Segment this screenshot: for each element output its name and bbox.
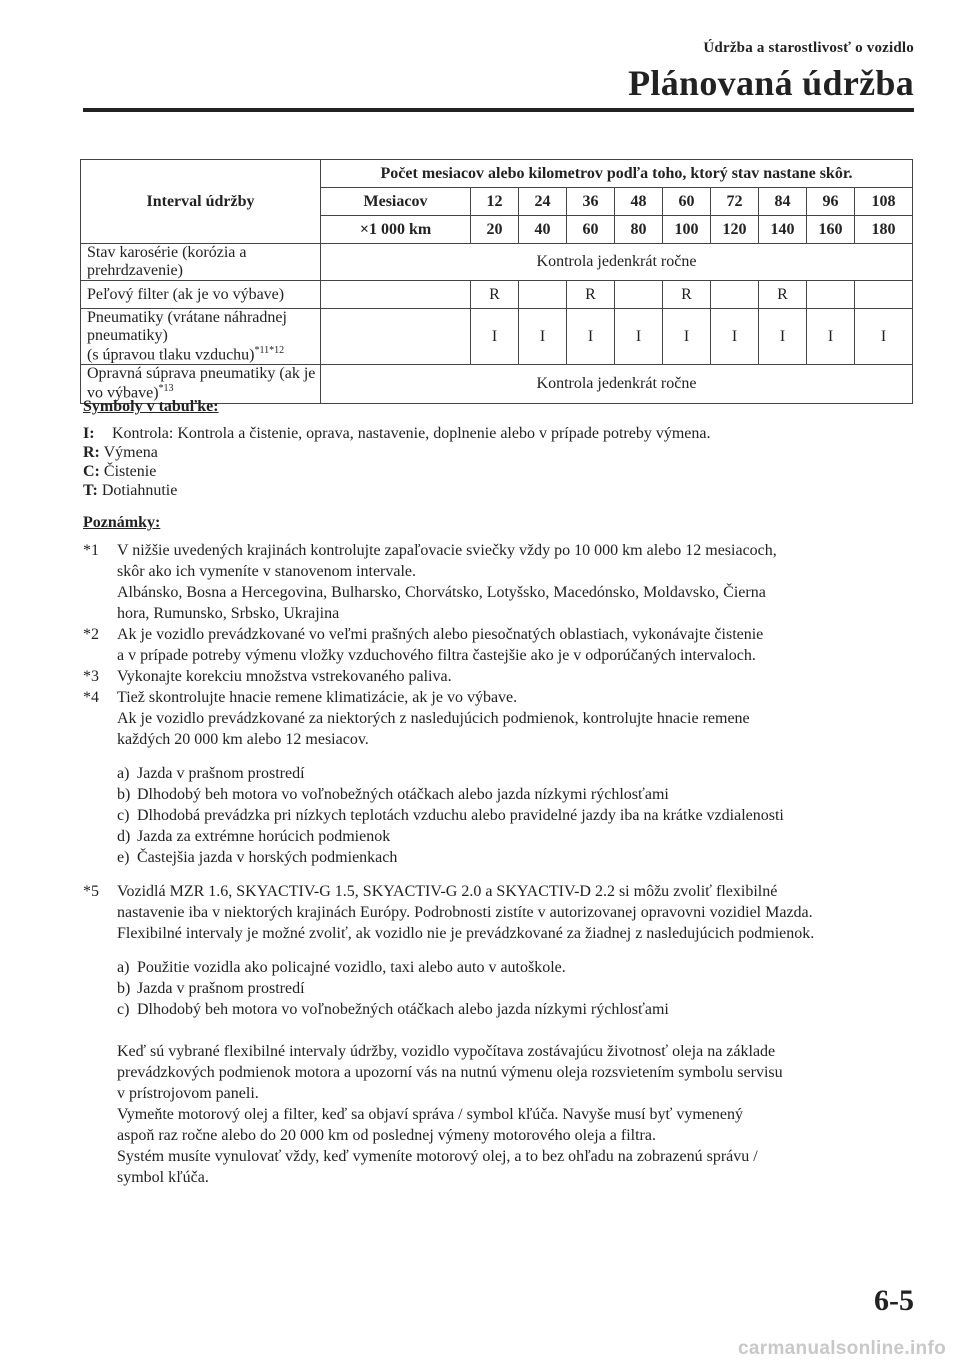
table-cell: R — [471, 281, 519, 309]
footnote-ref: *13 — [158, 383, 174, 395]
km-cell: 40 — [519, 216, 567, 244]
table-cell: I — [855, 309, 913, 365]
footnote-ref: *11*12 — [254, 345, 285, 356]
note-1 — [83, 540, 913, 624]
month-cell: 72 — [711, 188, 759, 216]
note-line: V nižšie uvedených krajinách kontrolujte zapaľovacie sviečky vždy po 10 000 km alebo 12 mesiacoch, — [117, 542, 777, 559]
list-text: Dlhodobý beh motora vo voľnobežných otáčkach alebo jazda nízkymi rýchlosťami — [137, 1001, 669, 1018]
table-cell: R — [663, 281, 711, 309]
km-cell: 20 — [471, 216, 519, 244]
note-line: prevádzkových podmienok motora a upozorní vás na nutnú výmenu oleja rozsvietením symbolu servisu — [117, 1064, 783, 1081]
table-cell — [321, 309, 471, 365]
month-cell: 96 — [807, 188, 855, 216]
list-text: Jazda za extrémne horúcich podmienok — [137, 828, 391, 845]
note-line: Vykonajte korekciu množstva vstrekovaného paliva. — [117, 668, 452, 685]
month-cell: 12 — [471, 188, 519, 216]
note-line: nastavenie iba v niektorých krajinách Európy. Podrobnosti zistíte v autorizovanej opravovni vozidiel Mazda. — [117, 904, 813, 921]
note-number: *5 — [83, 883, 99, 900]
list-letter: b) — [117, 786, 131, 803]
note-line: Vymeňte motorový olej a filter, keď sa objaví správa / symbol kľúča. Navyše musí byť vymenený — [117, 1106, 744, 1123]
table-row — [81, 281, 913, 309]
table-cell: I — [519, 309, 567, 365]
row-label-text: Opravná súprava pneumatiky (ak je vo výbave) — [87, 365, 316, 402]
note-line: hora, Rumunsko, Srbsko, Ukrajina — [117, 605, 340, 622]
list-letter: b) — [117, 980, 131, 997]
km-cell: 100 — [663, 216, 711, 244]
legend-text: Dotiahnutie — [101, 482, 178, 499]
symbols-legend — [83, 424, 710, 500]
km-cell: 140 — [759, 216, 807, 244]
note-line: skôr ako ich vymeníte v stanovenom intervale. — [117, 563, 417, 580]
table-row — [81, 244, 913, 281]
list-letter: c) — [117, 807, 130, 824]
table-cell: I — [663, 309, 711, 365]
table-cell — [321, 281, 471, 309]
km-cell: 80 — [615, 216, 663, 244]
table-cell — [807, 281, 855, 309]
note-number: *3 — [83, 668, 99, 685]
table-cell — [855, 281, 913, 309]
legend-text: Kontrola: Kontrola a čistenie, oprava, nastavenie, doplnenie alebo v prípade potreby výmena. — [112, 425, 711, 442]
page-number: 6-5 — [874, 1284, 914, 1317]
list-item — [117, 784, 913, 805]
table-cell: R — [567, 281, 615, 309]
list-text: Použitie vozidla ako policajné vozidlo, taxi alebo auto v autoškole. — [137, 959, 566, 976]
list-letter: a) — [117, 765, 130, 782]
list-letter: d) — [117, 828, 131, 845]
list-item — [117, 978, 913, 999]
km-cell: 60 — [567, 216, 615, 244]
km-label: ×1 000 km — [321, 216, 471, 244]
month-cell: 24 — [519, 188, 567, 216]
list-text: Častejšia jazda v horských podmienkach — [137, 849, 398, 866]
legend-key: R: — [83, 444, 100, 461]
list-letter: a) — [117, 959, 130, 976]
table-cell: I — [567, 309, 615, 365]
list-letter: c) — [117, 1001, 130, 1018]
note-line: Vozidlá MZR 1.6, SKYACTIV-G 1.5, SKYACTIV-G 2.0 a SKYACTIV-D 2.2 si môžu zvoliť flexibilné — [117, 883, 778, 900]
note-number: *4 — [83, 689, 99, 706]
legend-key: C: — [83, 463, 100, 480]
note-line: symbol kľúča. — [117, 1169, 209, 1186]
legend-item — [83, 481, 710, 500]
km-cell: 160 — [807, 216, 855, 244]
section-subtitle: Údržba a starostlivosť o vozidlo — [703, 40, 914, 56]
maintenance-schedule-table — [80, 159, 913, 404]
note-line: každých 20 000 km alebo 12 mesiacov. — [117, 731, 369, 748]
months-label: Mesiacov — [321, 188, 471, 216]
note-line: Flexibilné intervaly je možné zvoliť, ak vozidlo nie je prevádzkované za žiadnej z nasledujúcich podmienok. — [117, 925, 815, 942]
legend-item — [83, 443, 710, 462]
symbols-heading: Symboly v tabuľke: — [83, 398, 219, 415]
list-item — [117, 999, 913, 1020]
km-cell: 180 — [855, 216, 913, 244]
legend-item — [83, 462, 710, 481]
row-label-line2: (s úpravou tlaku vzduchu) — [87, 346, 255, 364]
legend-key: I: — [83, 425, 95, 442]
month-cell: 36 — [567, 188, 615, 216]
notes-heading: Poznámky: — [83, 514, 161, 531]
note-line: Keď sú vybrané flexibilné intervaly údržby, vozidlo vypočítava zostávajúcu životnosť oleja na základe — [117, 1043, 776, 1060]
interval-header: Interval údržby — [81, 160, 321, 244]
list-text: Jazda v prašnom prostredí — [137, 765, 305, 782]
row-label: Stav karosérie (korózia a prehrdzavenie) — [81, 244, 321, 281]
note-line: Systém musíte vynulovať vždy, keď vymeníte motorový olej, a to bez ohľadu na zobrazenú správu / — [117, 1148, 758, 1165]
note-line: Ak je vozidlo prevádzkované vo veľmi prašných alebo piesočnatých oblastiach, vykonávajte čistenie — [117, 626, 764, 643]
header-rule — [83, 108, 914, 112]
page-title: Plánovaná údržba — [628, 63, 914, 103]
table-cell: I — [759, 309, 807, 365]
row-label: Peľový filter (ak je vo výbave) — [81, 281, 321, 309]
note-2 — [83, 624, 913, 666]
table-cell: I — [711, 309, 759, 365]
row-label — [81, 309, 321, 365]
table-cell: I — [471, 309, 519, 365]
legend-key: T: — [83, 482, 98, 499]
legend-text: Výmena — [103, 444, 158, 461]
note-line: v prístrojovom paneli. — [117, 1085, 259, 1102]
note-5 — [83, 881, 913, 1188]
list-item — [117, 763, 913, 784]
list-text: Dlhodobý beh motora vo voľnobežných otáčkach alebo jazda nízkymi rýchlosťami — [137, 786, 669, 803]
month-cell: 60 — [663, 188, 711, 216]
list-item — [117, 847, 913, 868]
note-line: Ak je vozidlo prevádzkované za niektorých z nasledujúcich podmienok, kontrolujte hnacie remene — [117, 710, 750, 727]
table-cell — [519, 281, 567, 309]
table-cell — [711, 281, 759, 309]
month-cell: 48 — [615, 188, 663, 216]
legend-text: Čistenie — [103, 463, 157, 480]
list-letter: e) — [117, 849, 130, 866]
table-cell — [615, 281, 663, 309]
list-item — [117, 826, 913, 847]
km-cell: 120 — [711, 216, 759, 244]
table-cell: I — [615, 309, 663, 365]
month-cell: 108 — [855, 188, 913, 216]
note-number: *2 — [83, 626, 99, 643]
note-line: Tiež skontrolujte hnacie remene klimatizácie, ak je vo výbave. — [117, 689, 518, 706]
watermark: carmanualsonline.info — [738, 1338, 946, 1359]
span-cell: Kontrola jedenkrát ročne — [321, 244, 913, 281]
list-text: Dlhodobá prevádzka pri nízkych teplotách vzduchu alebo pravidelné jazdy iba na krátke vzdialenosti — [137, 807, 784, 824]
table-cell: R — [759, 281, 807, 309]
list-text: Jazda v prašnom prostredí — [137, 980, 305, 997]
note-3 — [83, 666, 913, 687]
note-4 — [83, 687, 913, 868]
note-number: *1 — [83, 542, 99, 559]
list-item — [117, 805, 913, 826]
note-line: aspoň raz ročne alebo do 20 000 km od poslednej výmeny motorového oleja a filtra. — [117, 1127, 656, 1144]
row-label-line1: Pneumatiky (vrátane náhradnej pneumatiky) — [87, 309, 287, 344]
note-line: Albánsko, Bosna a Hercegovina, Bulharsko, Chorvátsko, Lotyšsko, Macedónsko, Moldavsko, Čierna — [117, 584, 766, 601]
note-line: a v prípade potreby výmenu vložky vzduchového filtra častejšie ako je v odporúčaných intervaloch. — [117, 647, 756, 664]
table-row — [81, 309, 913, 365]
notes-list — [83, 540, 913, 1188]
legend-item — [83, 424, 710, 443]
list-item — [117, 957, 913, 978]
month-cell: 84 — [759, 188, 807, 216]
span-cell: Kontrola jedenkrát ročne — [321, 365, 913, 403]
table-cell: I — [807, 309, 855, 365]
span-header: Počet mesiacov alebo kilometrov podľa toho, ktorý stav nastane skôr. — [321, 160, 913, 188]
